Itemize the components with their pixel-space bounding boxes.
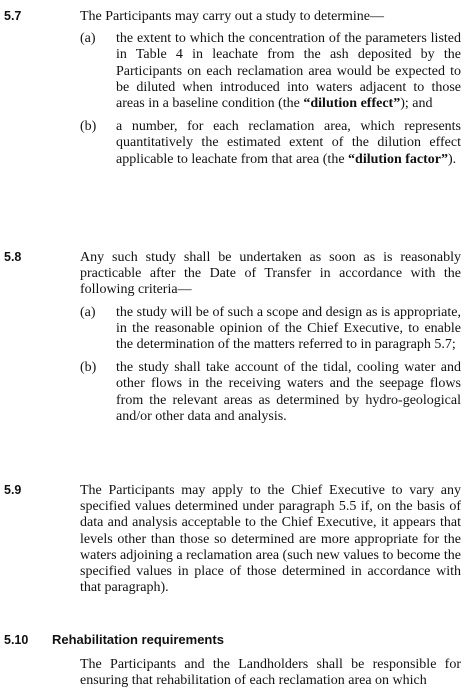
clause-body [80,250,461,425]
clause-number: 5.7 [4,9,22,23]
clause-number: 5.10 [4,633,29,647]
clause-body [80,657,461,689]
sub-item-text: the study will be of such a scope and design as is appropriate, in the reasonable opinion of the Chief Executive, to enable the determination of the matters referred to in paragraph 5.7; [116,304,461,353]
clause-number: 5.8 [4,250,22,264]
clause-body [80,483,461,596]
sub-item-label: (a) [80,31,96,47]
text-run: ); and [400,96,433,112]
text-run: a number, for each reclamation area, which represents quantitatively the estimated extent of the dilution effect applicable to leachate from that area (the [116,119,461,167]
clause-intro: Any such study shall be undertaken as soon as is reasonably practicable after the Date of Transfer in accordance with the following criteria— [80,250,461,298]
sub-item-text [116,31,461,112]
clause-intro: The Participants may carry out a study to determine— [80,9,385,24]
sub-item-a [80,31,461,112]
text-run: ). [448,151,457,167]
sub-item-label: (a) [80,304,96,320]
clause-number: 5.9 [4,483,22,497]
sub-item-text: the study shall take account of the tidal, cooling water and other flows in the receiving waters and the seepage flows from the relevant areas as determined by hydro-geological and/or other data and analysis. [116,360,461,424]
text-run: the extent to which the concentration of the parameters listed in Table 4 in leachate from the ash deposited by the Participants on each reclamation area would be expected to be diluted when introduced into waters adjacent to those areas in a baseline condition (the [116,31,461,112]
clause-text: The Participants may apply to the Chief Executive to vary any specified values determined under paragraph 5.5 if, on the basis of data and analysis acceptable to the Chief Executive, it appears that levels other than those so determined are more appropriate for the waters adjoining a reclamation area (such new values to become the specified values in place of those determined in accordance with that paragraph). [80,483,461,596]
defined-term: “dilution effect” [303,96,401,112]
defined-term: “dilution factor” [348,151,448,167]
clause-body [80,9,461,168]
clause-text: The Participants and the Landholders shall be responsible for ensuring that rehabilitation of each reclamation area on which [80,657,461,689]
sub-item-label: (b) [80,119,97,135]
sub-item-b [80,119,461,168]
section-heading: Rehabilitation requirements [52,632,224,647]
sub-item-b [80,360,461,425]
sub-item-text [116,119,461,168]
sub-item-a [80,305,461,354]
sub-item-label: (b) [80,360,97,376]
